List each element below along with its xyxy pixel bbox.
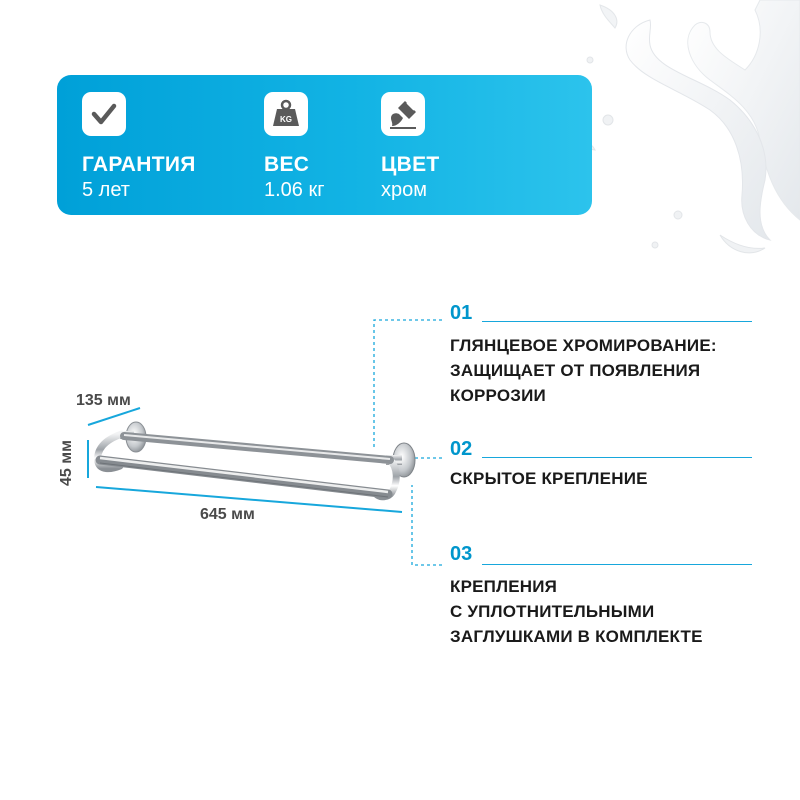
dimension-width-label: 645 мм: [200, 506, 255, 523]
dimension-height-label: 45 мм: [57, 440, 75, 486]
feature-number: 02: [450, 438, 473, 460]
spec-value: хром: [381, 179, 427, 201]
spec-label: ГАРАНТИЯ: [82, 153, 196, 176]
feature-line: ГЛЯНЦЕВОЕ ХРОМИРОВАНИЕ:: [450, 336, 717, 355]
feature-divider: [482, 564, 752, 565]
callout-leaders: [374, 320, 442, 565]
feature-description: [450, 333, 717, 408]
feature-divider: [482, 321, 752, 322]
feature-line: С УПЛОТНИТЕЛЬНЫМИ: [450, 602, 655, 621]
dimension-depth-label: 135 мм: [76, 392, 131, 409]
feature-line: КРЕПЛЕНИЯ: [450, 577, 558, 596]
rail-front: [100, 460, 388, 494]
weight-icon-text: KG: [280, 115, 292, 124]
feature-description: [450, 466, 648, 491]
feature-number: 03: [450, 543, 473, 565]
feature-line: СКРЫТОЕ КРЕПЛЕНИЕ: [450, 469, 648, 488]
feature-number: 01: [450, 302, 473, 324]
feature-line: ЗАЩИЩАЕТ ОТ ПОЯВЛЕНИЯ: [450, 361, 701, 380]
spec-label: ВЕС: [264, 153, 310, 176]
spec-value: 5 лет: [82, 179, 130, 201]
feature-divider: [482, 457, 752, 458]
spec-value: 1.06 кг: [264, 179, 325, 201]
feature-line: ЗАГЛУШКАМИ В КОМПЛЕКТЕ: [450, 627, 703, 646]
feature-line: КОРРОЗИИ: [450, 386, 546, 405]
spec-label: ЦВЕТ: [381, 153, 440, 176]
feature-description: [450, 574, 703, 649]
